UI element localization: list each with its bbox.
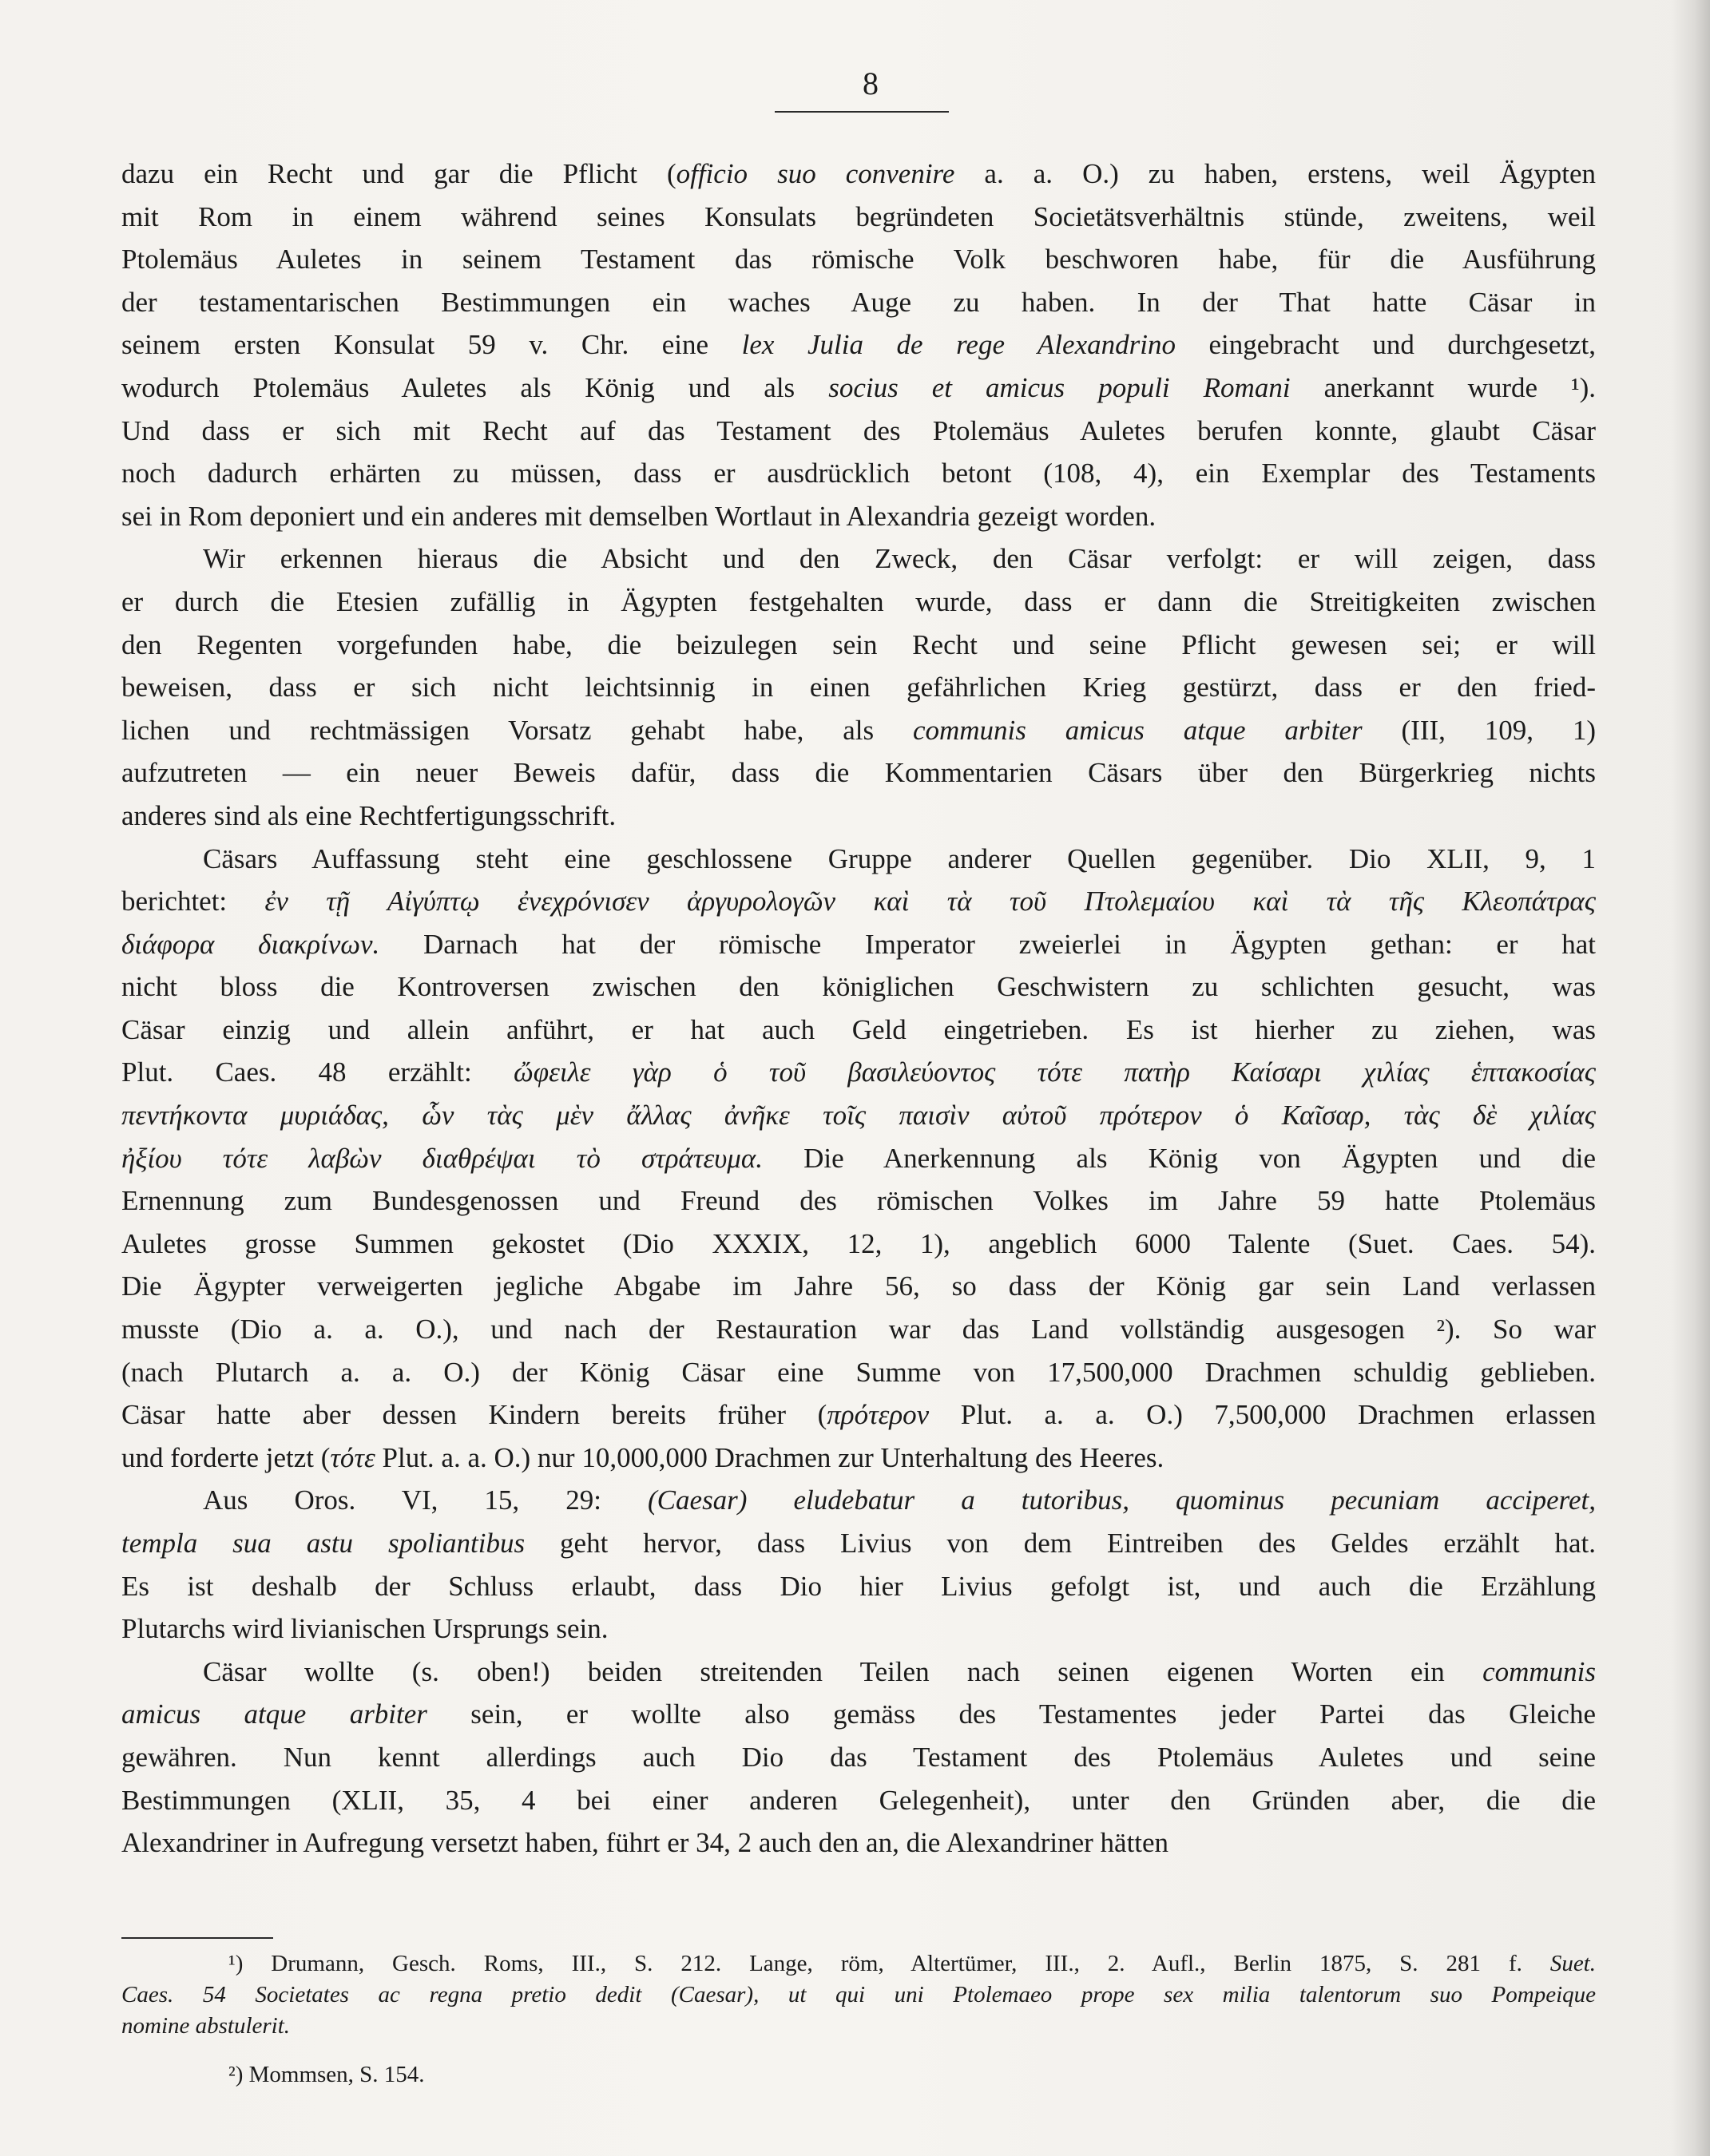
italic-span: διάφορα διακρίνων. bbox=[121, 928, 380, 960]
text-line: dazu ein Recht und gar die Pflicht (officio suo convenire a. a. O.) zu haben, erstens, weil Ägypten bbox=[121, 158, 1596, 189]
text-line: berichtet: ἐν τῇ Αἰγύπτῳ ἐνεχρόνισεν ἀργυρολογῶν καὶ τὰ τοῦ Πτολεμαίου καὶ τὰ τῆς Κλεοπάτρας bbox=[121, 886, 1596, 917]
italic-span: nomine abstulerit. bbox=[121, 2013, 291, 2039]
page-edge-shadow bbox=[1672, 0, 1710, 2156]
italic-span: lex Julia de rege Alexandrino bbox=[741, 329, 1176, 361]
text-line: Cäsar wollte (s. oben!) beiden streitenden Teilen nach seinen eigenen Worten ein communis bbox=[203, 1655, 1596, 1687]
text-line: mit Rom in einem während seines Konsulats begründeten Societätsverhältnis stünde, zweitens, weil bbox=[121, 200, 1596, 232]
text-line: und forderte jetzt (τότε Plut. a. a. O.) nur 10,000,000 Drachmen zur Unterhaltung des Heeres. bbox=[121, 1441, 1164, 1473]
footnote-line bbox=[121, 1980, 1596, 2011]
text-line: Die Ägypter verweigerten jegliche Abgabe im Jahre 56, so dass der König gar sein Land verlassen bbox=[121, 1270, 1596, 1302]
text-line: Es ist deshalb der Schluss erlaubt, dass Dio hier Livius gefolgt ist, und auch die Erzählung bbox=[121, 1570, 1596, 1602]
italic-span: ὤφειλε γὰρ ὁ τοῦ βασιλεύοντος τότε πατὴρ Καίσαρι χιλίας ἑπτακοσίας bbox=[514, 1056, 1596, 1088]
text-line: beweisen, dass er sich nicht leichtsinnig in einen gefährlichen Krieg gestürzt, dass er den fried- bbox=[121, 672, 1596, 703]
italic-span: (Caesar) eludebatur a tutoribus, quominus pecuniam acciperet, bbox=[648, 1484, 1596, 1516]
paragraph bbox=[121, 838, 1596, 1480]
text-line: Wir erkennen hieraus die Absicht und den Zweck, den Cäsar verfolgt: er will zeigen, dass bbox=[203, 543, 1596, 575]
text-line: noch dadurch erhärten zu müssen, dass er ausdrücklich betont (108, 4), ein Exemplar des Testaments bbox=[121, 458, 1596, 489]
italic-span: officio suo convenire bbox=[676, 158, 955, 189]
main-text bbox=[121, 153, 1596, 1865]
text-line: Cäsars Auffassung steht eine geschlossene Gruppe anderer Quellen gegenüber. Dio XLII, 9, 1 bbox=[203, 842, 1596, 874]
italic-span: ἐν τῇ Αἰγύπτῳ ἐνεχρόνισεν ἀργυρολογῶν καὶ τὰ τοῦ Πτολεμαίου καὶ τὰ τῆς Κλεοπάτρας bbox=[264, 886, 1596, 917]
paragraph bbox=[121, 1479, 1596, 1650]
italic-span: communis amicus atque arbiter bbox=[912, 714, 1363, 746]
footnote bbox=[121, 2059, 1596, 2091]
italic-span: τότε bbox=[330, 1441, 375, 1473]
text-line: ἠξίου τότε λαβὼν διαθρέψαι τὸ στράτευμα. Die Anerkennung als König von Ägypten und die bbox=[121, 1142, 1596, 1174]
page-number: 8 bbox=[863, 65, 879, 101]
text-line: (nach Plutarch a. a. O.) der König Cäsar eine Summe von 17,500,000 Drachmen schuldig geblieben. bbox=[121, 1356, 1596, 1388]
text-line bbox=[121, 1094, 1596, 1137]
text-line: Aus Oros. VI, 15, 29: (Caesar) eludebatur a tutoribus, quominus pecuniam acciperet, bbox=[203, 1484, 1596, 1516]
text-line: seinem ersten Konsulat 59 v. Chr. eine lex Julia de rege Alexandrino eingebracht und durchgesetzt, bbox=[121, 329, 1596, 361]
text-line: der testamentarischen Bestimmungen ein waches Auge zu haben. In der That hatte Cäsar in bbox=[121, 286, 1596, 318]
text-line: lichen und rechtmässigen Vorsatz gehabt habe, als communis amicus atque arbiter (III, 109, 1) bbox=[121, 714, 1596, 746]
footnote-line bbox=[121, 2011, 1596, 2042]
text-line: Ptolemäus Auletes in seinem Testament das römische Volk beschworen habe, für die Ausführung bbox=[121, 244, 1596, 275]
text-line: Plutarchs wird livianischen Ursprungs sein. bbox=[121, 1613, 609, 1645]
text-line: amicus atque arbiter sein, er wollte also gemäss des Testamentes jeder Partei das Gleiche bbox=[121, 1698, 1596, 1730]
text-line: nicht bloss die Kontroversen zwischen den königlichen Geschwistern zu schlichten gesucht, was bbox=[121, 971, 1596, 1003]
text-line: aufzutreten — ein neuer Beweis dafür, dass die Kommentarien Cäsars über den Bürgerkrieg nichts bbox=[121, 757, 1596, 789]
italic-span: Caes. 54 Societates ac regna pretio dedit (Caesar), ut qui uni Ptolemaeo prope sex milia talentorum suo Pompeique bbox=[121, 1982, 1596, 2007]
italic-span: templa sua astu spoliantibus bbox=[121, 1528, 526, 1559]
text-line: wodurch Ptolemäus Auletes als König und als socius et amicus populi Romani anerkannt wurde ¹). bbox=[121, 371, 1596, 403]
text-line: templa sua astu spoliantibus geht hervor, dass Livius von dem Eintreiben des Geldes erzählt hat. bbox=[121, 1528, 1596, 1559]
text-line: er durch die Etesien zufällig in Ägypten festgehalten wurde, dass er dann die Streitigkeiten zwischen bbox=[121, 585, 1596, 617]
footnotes bbox=[121, 1948, 1596, 2091]
italic-span: Suet. bbox=[1549, 1951, 1596, 1976]
text-line: Cäsar hatte aber dessen Kindern bereits früher (πρότερον Plut. a. a. O.) 7,500,000 Drachmen erlassen bbox=[121, 1399, 1596, 1431]
text-line: Alexandriner in Aufregung versetzt haben, führt er 34, 2 auch den an, die Alexandriner hätten bbox=[121, 1827, 1169, 1859]
italic-span: amicus atque arbiter bbox=[121, 1698, 427, 1730]
text-line: sei in Rom deponiert und ein anderes mit demselben Wortlaut in Alexandria gezeigt worden. bbox=[121, 500, 1157, 532]
footnote-separator bbox=[121, 1937, 273, 1939]
paragraph bbox=[121, 537, 1596, 837]
text-line: Auletes grosse Summen gekostet (Dio XXXIX, 12, 1), angeblich 6000 Talente (Suet. Caes. 54). bbox=[121, 1227, 1596, 1259]
paragraph bbox=[121, 1651, 1596, 1865]
footnote bbox=[121, 1948, 1596, 2042]
text-line: anderes sind als eine Rechtfertigungsschrift. bbox=[121, 799, 617, 831]
footnote-line: ¹) Drumann, Gesch. Roms, III., S. 212. Lange, röm, Altertümer, III., 2. Aufl., Berlin 1875, S. 281 f. Suet. bbox=[228, 1951, 1596, 1976]
italic-span: communis bbox=[1482, 1655, 1596, 1687]
text-line: Cäsar einzig und allein anführt, er hat auch Geld eingetrieben. Es ist hierher zu ziehen, was bbox=[121, 1013, 1596, 1045]
text-line: Bestimmungen (XLII, 35, 4 bei einer anderen Gelegenheit), unter den Gründen aber, die die bbox=[121, 1784, 1596, 1816]
text-line: gewähren. Nun kennt allerdings auch Dio das Testament des Ptolemäus Auletes und seine bbox=[121, 1741, 1596, 1773]
paragraph bbox=[121, 153, 1596, 537]
italic-span: ἠξίου τότε λαβὼν διαθρέψαι τὸ στράτευμα. bbox=[121, 1142, 763, 1174]
text-line: Ernennung zum Bundesgenossen und Freund des römischen Volkes im Jahre 59 hatte Ptolemäus bbox=[121, 1185, 1596, 1217]
text-line: διάφορα διακρίνων. Darnach hat der römische Imperator zweierlei in Ägypten gethan: er hat bbox=[121, 928, 1596, 960]
text-line: Plut. Caes. 48 erzählt: ὤφειλε γὰρ ὁ τοῦ βασιλεύοντος τότε πατὴρ Καίσαρι χιλίας ἑπτακοσίας bbox=[121, 1056, 1596, 1088]
footnote-gap bbox=[121, 2042, 1596, 2059]
italic-span: πεντήκοντα μυριάδας, ὧν τὰς μὲν ἄλλας ἀνῆκε τοῖς παισὶν αὐτοῦ πρότερον ὁ Καῖσαρ, τὰς δὲ χιλίας bbox=[121, 1100, 1596, 1132]
text-line: Und dass er sich mit Recht auf das Testament des Ptolemäus Auletes berufen konnte, glaubt Cäsar bbox=[121, 414, 1596, 446]
italic-span: πρότερον bbox=[827, 1399, 930, 1431]
text-line: den Regenten vorgefunden habe, die beizulegen sein Recht und seine Pflicht gewesen sei; er will bbox=[121, 628, 1596, 660]
text-line: musste (Dio a. a. O.), und nach der Restauration war das Land vollständig ausgesogen ²). So war bbox=[121, 1314, 1596, 1346]
page-number-rule bbox=[775, 111, 949, 113]
footnote-line: ²) Mommsen, S. 154. bbox=[228, 2062, 425, 2087]
italic-span: socius et amicus populi Romani bbox=[828, 371, 1291, 403]
